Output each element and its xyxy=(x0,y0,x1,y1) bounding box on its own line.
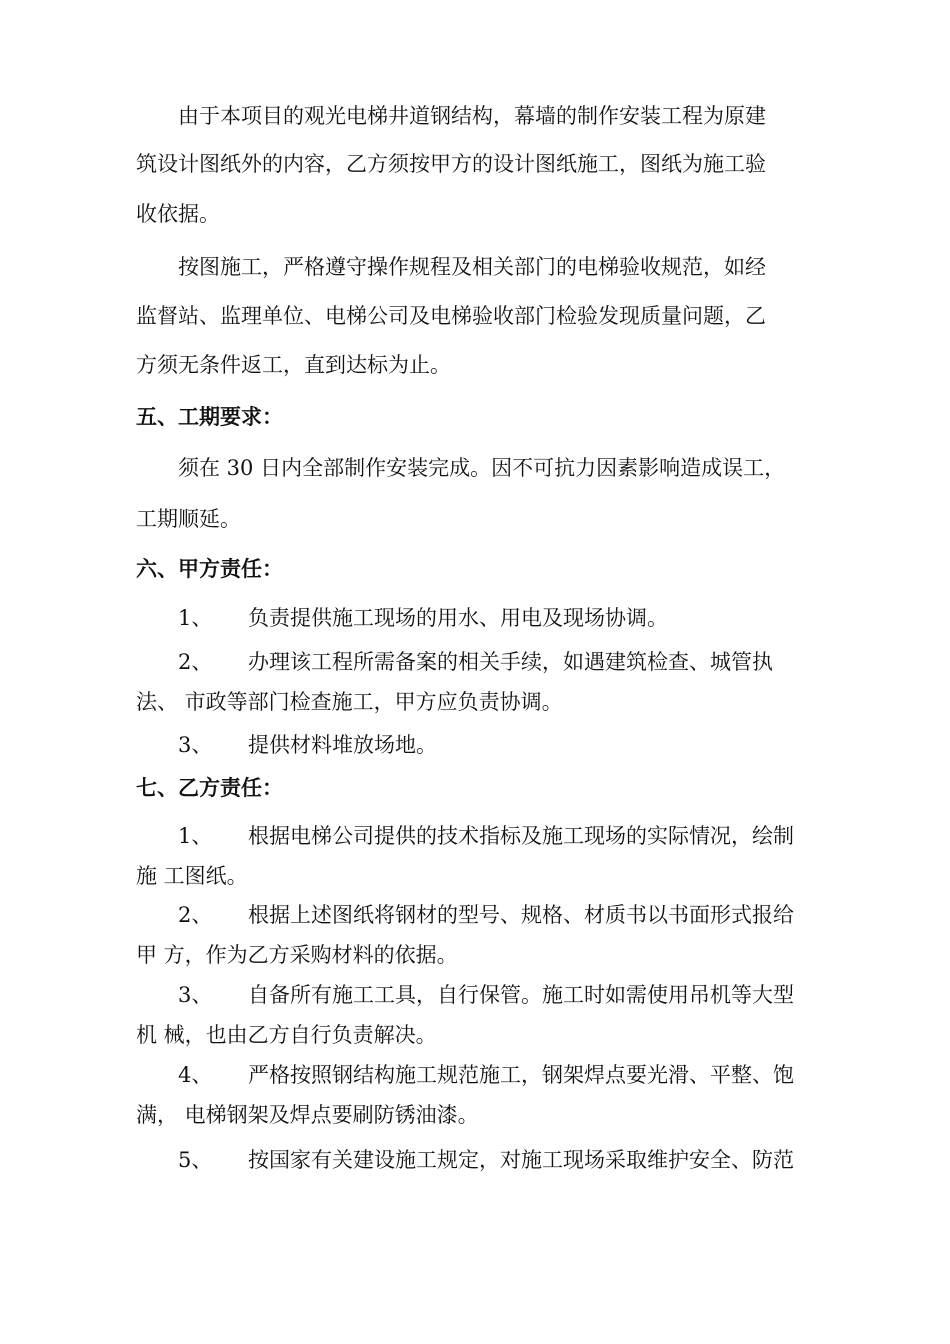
section7-item1-line2: 施 工图纸。 xyxy=(136,864,248,888)
section5-heading: 五、工期要求： xyxy=(136,404,283,429)
section6-item1 xyxy=(178,604,878,632)
section6-item3 xyxy=(178,731,878,759)
section7-item2-line2: 甲 方，作为乙方采购材料的依据。 xyxy=(136,943,458,967)
section5-line1: 须在 30 日内全部制作安装完成。因不可抗力因素影响造成误工， xyxy=(178,456,786,480)
list-item-number: 1、 xyxy=(178,606,213,630)
list-item-number: 5、 xyxy=(178,1148,213,1172)
section7-item3-line2: 机 械，也由乙方自行负责解决。 xyxy=(136,1023,437,1047)
section7-item3 xyxy=(178,981,878,1009)
para2-line3: 方须无条件返工，直到达标为止。 xyxy=(136,353,451,377)
para1-line3: 收依据。 xyxy=(136,202,220,226)
list-item-text: 根据电梯公司提供的技术指标及施工现场的实际情况，绘制 xyxy=(248,824,794,848)
section7-item2 xyxy=(178,901,878,929)
list-item-number: 3、 xyxy=(178,733,213,757)
section6-heading: 六、甲方责任： xyxy=(136,556,283,581)
section6-item2-line2: 法、 市政等部门检查施工，甲方应负责协调。 xyxy=(136,690,563,714)
list-item-number: 3、 xyxy=(178,983,213,1007)
list-item-text: 负责提供施工现场的用水、用电及现场协调。 xyxy=(248,606,668,630)
section7-item4-line2: 满， 电梯钢架及焊点要刷防锈油漆。 xyxy=(136,1103,479,1127)
section7-heading: 七、乙方责任： xyxy=(136,775,283,800)
list-item-text: 自备所有施工工具，自行保管。施工时如需使用吊机等大型 xyxy=(248,983,794,1007)
list-item-text: 办理该工程所需备案的相关手续，如遇建筑检查、城管执 xyxy=(248,650,773,674)
list-item-number: 2、 xyxy=(178,650,213,674)
list-item-text: 按国家有关建设施工规定，对施工现场采取维护安全、防范 xyxy=(248,1148,794,1172)
para1-line1: 由于本项目的观光电梯井道钢结构，幕墙的制作安装工程为原建 xyxy=(178,104,766,128)
section7-item1 xyxy=(178,822,878,850)
para1-line2: 筑设计图纸外的内容，乙方须按甲方的设计图纸施工，图纸为施工验 xyxy=(136,152,766,176)
list-item-text: 严格按照钢结构施工规范施工，钢架焊点要光滑、平整、饱 xyxy=(248,1063,794,1087)
section5-line2: 工期顺延。 xyxy=(136,507,241,531)
list-item-number: 4、 xyxy=(178,1063,213,1087)
list-item-number: 2、 xyxy=(178,903,213,927)
list-item-text: 提供材料堆放场地。 xyxy=(248,733,437,757)
para2-line2: 监督站、监理单位、电梯公司及电梯验收部门检验发现质量问题，乙 xyxy=(136,304,766,328)
para2-line1: 按图施工，严格遵守操作规程及相关部门的电梯验收规范，如经 xyxy=(178,255,766,279)
section7-item4 xyxy=(178,1061,878,1089)
section7-item5 xyxy=(178,1146,878,1174)
list-item-text: 根据上述图纸将钢材的型号、规格、材质书以书面形式报给 xyxy=(248,903,794,927)
list-item-number: 1、 xyxy=(178,824,213,848)
section6-item2 xyxy=(178,648,878,676)
